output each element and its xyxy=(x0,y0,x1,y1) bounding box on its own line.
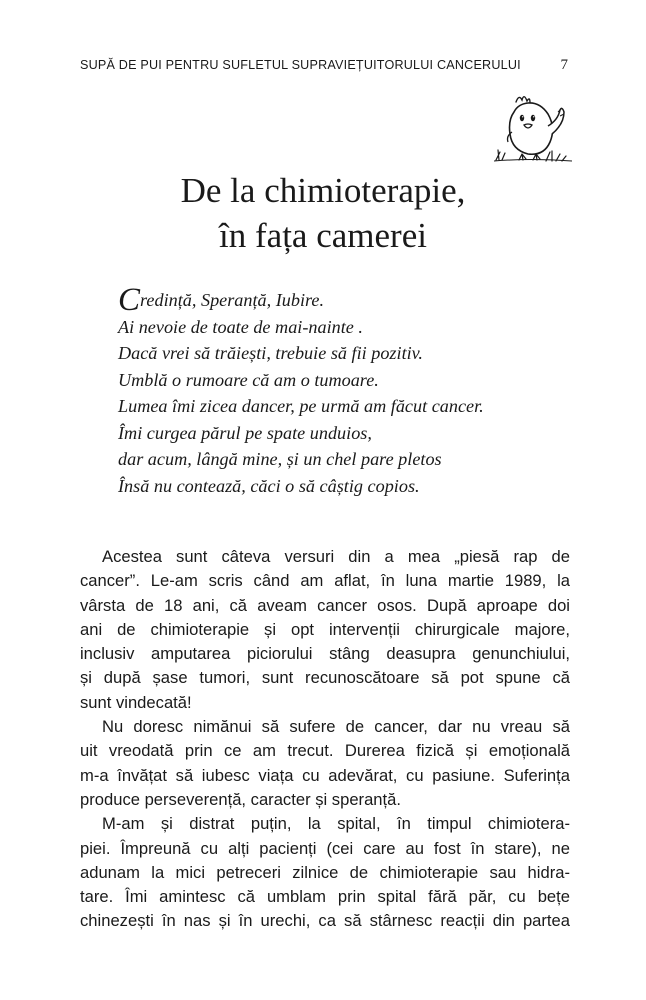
text-line: Acestea sunt câteva versuri din a mea „piesă rap de xyxy=(102,547,570,566)
text-line: piei. Împreună cu alți pacienți (cei care au fost în stare), ne xyxy=(80,838,570,858)
chapter-title-line-2: în fața camerei xyxy=(219,216,427,255)
poem-first-line-text: redință, Speranță, Iubire. xyxy=(140,290,325,310)
poem-initial-letter: C xyxy=(118,282,141,318)
text-line: chinezești în nas și în urechi, ca să stârnesc reacții din partea xyxy=(80,911,570,931)
poem-line xyxy=(118,282,484,318)
page-number: 7 xyxy=(560,57,568,73)
body-text xyxy=(80,545,570,934)
poem-epigraph xyxy=(118,282,484,499)
chapter-title xyxy=(0,168,646,258)
text-line: M-am și distrat puțin, la spital, în timpul chimiotera- xyxy=(102,814,570,834)
text-line: vârsta de 18 ani, că aveam cancer osos. După aproape doi xyxy=(80,595,570,615)
poem-line: Ai nevoie de toate de mai-nainte . xyxy=(118,316,363,337)
chapter-title-line-1: De la chimioterapie, xyxy=(180,171,466,210)
poem-line: Însă nu contează, căci o să câștig copios. xyxy=(118,475,420,496)
poem-line: dar acum, lângă mine, și un chel pare pletos xyxy=(118,449,442,469)
text-line: Nu doresc nimănui să sufere de cancer, dar nu vreau să xyxy=(102,717,570,737)
poem-line: Dacă vrei să trăiești, trebuie să fii pozitiv. xyxy=(118,343,423,363)
text-line: cancer”. Le-am scris când am aflat, în luna martie 1989, la xyxy=(80,571,570,591)
chick-illustration-icon xyxy=(492,90,574,168)
text-line: sunt vindecată! xyxy=(80,692,192,712)
text-line: m-a învățat să iubesc viața cu adevărat, cu pasiune. Suferința xyxy=(80,765,570,785)
poem-line: Lumea îmi zicea dancer, pe urmă am făcut cancer. xyxy=(118,396,484,416)
text-line: tare. Îmi amintesc că umblam prin spital fără păr, cu bețe xyxy=(80,887,570,907)
poem-line: Îmi curgea părul pe spate unduios, xyxy=(118,422,372,443)
text-line: inclusiv amputarea piciorului stâng deasupra genunchiului, xyxy=(80,644,570,664)
text-line: adunam la mici petreceri zilnice de chimioterapie sau hidra- xyxy=(80,862,570,882)
text-line: și după șase tumori, sunt recunoscătoare să pot spune că xyxy=(80,668,570,688)
poem-line: Umblă o rumoare că am o tumoare. xyxy=(118,369,379,390)
text-line: produce perseverență, caracter și speranță. xyxy=(80,789,401,809)
text-line: uit vreodată prin ce am trecut. Durerea fizică și emoțională xyxy=(80,741,570,761)
running-header: SUPĂ DE PUI PENTRU SUFLETUL SUPRAVIEȚUITORULUI CANCERULUI xyxy=(80,58,521,72)
text-line: ani de chimioterapie și opt intervenții chirurgicale majore, xyxy=(80,619,570,639)
